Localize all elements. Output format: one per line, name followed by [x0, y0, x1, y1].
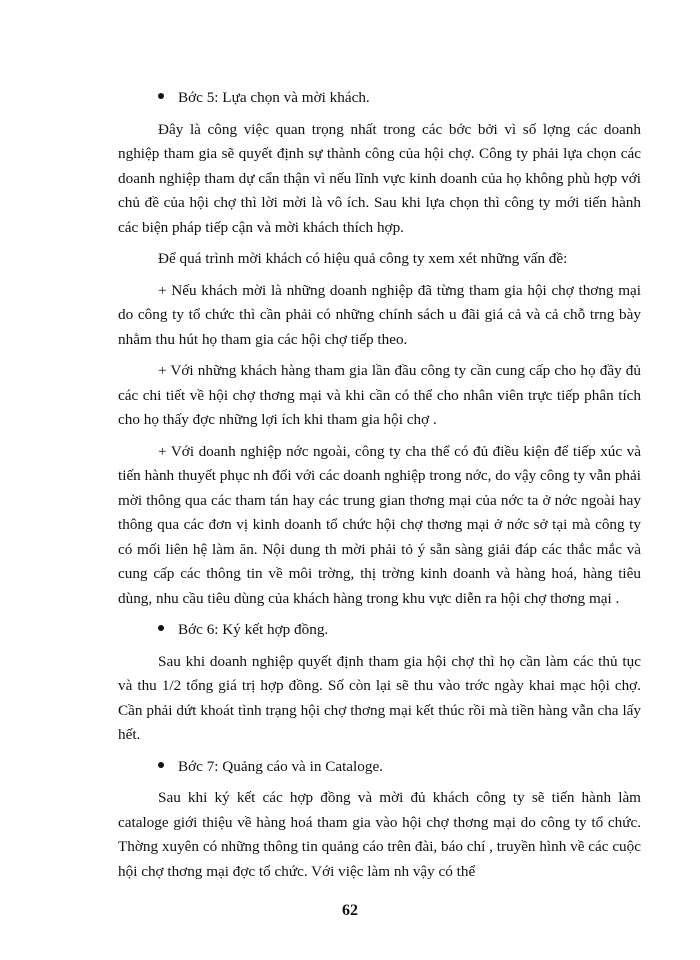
- bullet-dot-icon: [158, 762, 164, 768]
- page-number: 62: [342, 902, 358, 919]
- bullet-step-6: [118, 618, 641, 643]
- paragraph: Đây là công việc quan trọng nhất trong các bớc bởi vì số lợng các doanh nghiệp tham gia sẽ quyết định sự thành công của hội chợ. Công ty phải lựa chọn các doanh nghiệp tham dự cẩn thận vì nếu lĩnh vực kinh doanh của họ không phù hợp với chủ đề của hội chợ thì lời mời là vô ích. Sau khi lựa chọn thì công ty mới tiến hành các biện pháp tiếp cận và mời khách thích hợp.: [118, 120, 641, 236]
- bullet-dot-icon: [158, 625, 164, 631]
- paragraph: + Với những khách hàng tham gia lần đầu công ty cần cung cấp cho họ đầy đủ các chi tiết về hội chợ thơng mại và khi cần có thể cho nhân viên trực tiếp phân tích cho họ thấy đợc những lợi ích khi tham gia hội chợ .: [118, 362, 641, 428]
- bullet-step-7: [118, 755, 641, 780]
- paragraph: Sau khi ký kết các hợp đồng và mời đủ khách công ty sẽ tiến hành làm cataloge giới thiệu về hàng hoá tham gia vào hội chợ thơng mại do công ty tổ chức. Thờng xuyên có những thông tin quảng cáo trên đài, báo chí , truyền hình về các cuộc hội chợ thơng mại đợc tổ chức. Với việc làm nh vậy có thể: [118, 789, 641, 880]
- bullet-text: Bớc 7: Quảng cáo và in Cataloge.: [178, 757, 383, 775]
- paragraph: Để quá trình mời khách có hiệu quả công ty xem xét những vấn đề:: [158, 250, 568, 267]
- bullet-text: Bớc 6: Ký kết hợp đồng.: [178, 621, 329, 638]
- paragraph: + Nếu khách mời là những doanh nghiệp đã từng tham gia hội chợ thơng mại do công ty tổ chức thì cần phải có những chính sách u đãi giá cả và cả chỗ trng bày nhằm thu hút họ tham gia các hội chợ tiếp theo.: [118, 281, 641, 348]
- paragraph: Sau khi doanh nghiệp quyết định tham gia hội chợ thì họ cần làm các thủ tục và thu 1/2 tổng giá trị hợp đồng. Số còn lại sẽ thu vào trớc ngày khai mạc hội chợ. Cần phải dứt khoát tình trạng hội chợ thơng mại kết thúc rồi mà tiền hàng vẫn cha lấy hết.: [118, 652, 641, 743]
- bullet-text: Bớc 5: Lựa chọn và mời khách.: [178, 89, 370, 106]
- bullet-step-5: [118, 86, 641, 111]
- paragraph: + Với doanh nghiệp nớc ngoài, công ty cha thể có đủ điều kiện để tiếp xúc và tiến hành thuyết phục nh đối với các doanh nghiệp trong nớc, do vậy công ty vẫn phải mời thông qua các tham tán hay các trung gian thơng mại của nớc ta ở nớc ngoài hay thông qua các đơn vị kinh doanh tổ chức hội chợ thơng mại ở nớc sở tại mà công ty có mối liên hệ làm ăn. Nội dung th mời phải tỏ ý sẵn sàng giải đáp các thắc mắc và cung cấp các thông tin về môi trờng, thị trờng kinh doanh và hàng hoá, hàng tiêu dùng, nhu cầu tiêu dùng của khách hàng trong khu vực diễn ra hội chợ thơng mại .: [118, 442, 641, 607]
- bullet-dot-icon: [158, 93, 164, 99]
- document-body: [118, 86, 641, 891]
